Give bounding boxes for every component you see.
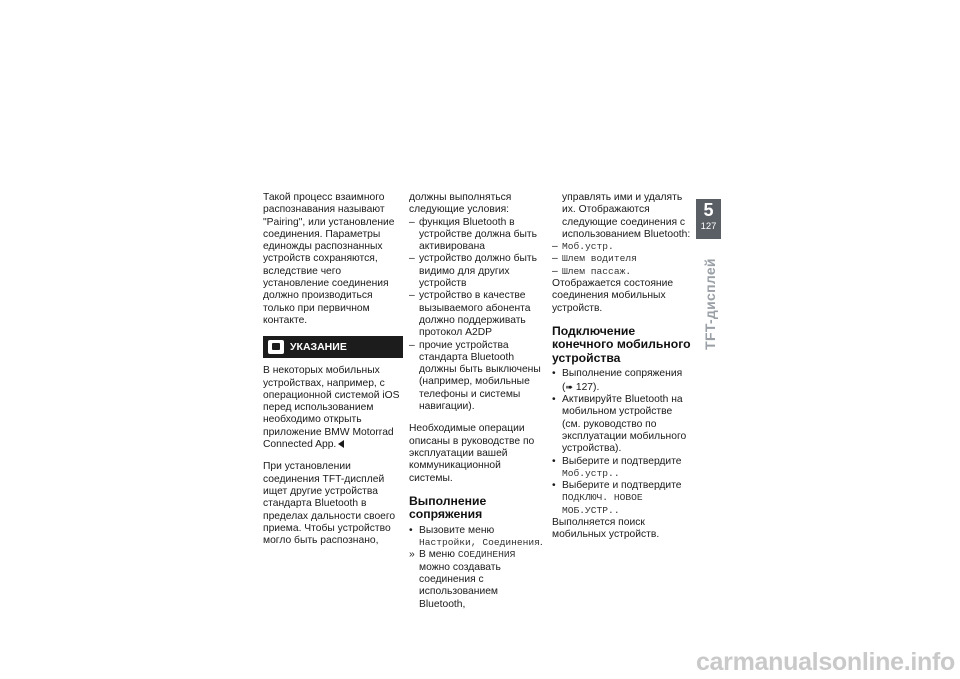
dash-marker: – bbox=[409, 339, 415, 351]
paragraph-status: Отображается состояние соединения мобильных устройств. bbox=[552, 278, 674, 314]
paragraph-search: При установлении соединения TFT-дисплей ищет другие устройства стандарта Bluetooth в пределах дальности своего приема. Чтобы устройство могло быть распознано, bbox=[263, 461, 396, 547]
bullet-marker: • bbox=[409, 524, 413, 536]
column-1 bbox=[263, 192, 403, 547]
list-item bbox=[409, 525, 546, 550]
list-item bbox=[409, 549, 546, 610]
step-text: Выполнение сопряжения ( bbox=[562, 368, 683, 393]
list-item bbox=[552, 480, 692, 517]
menu-path: Настройки, Соединения bbox=[419, 537, 540, 549]
list-item bbox=[409, 217, 546, 254]
list-item bbox=[552, 394, 692, 455]
list-item bbox=[409, 290, 546, 339]
menu-name: ПОДКЛЮЧ. НОВОЕ МОБ.УСТР. bbox=[562, 492, 643, 516]
chapter-number: 5 bbox=[703, 200, 714, 220]
conditions-list bbox=[409, 217, 546, 414]
step-text: можно создавать соединения с использованием Bluetooth, bbox=[419, 561, 501, 610]
paragraph-other-devices: Необходимые операции описаны в руководстве по эксплуатации вашей коммуникационной системы. bbox=[409, 423, 535, 484]
note-title: УКАЗАНИЕ bbox=[290, 341, 347, 354]
dash-marker: – bbox=[552, 253, 558, 265]
bullet-marker: • bbox=[552, 394, 556, 406]
page-reference: 127). bbox=[572, 381, 600, 393]
note-body: В некоторых мобильных устройствах, например, с операционной системой iOS перед использованием необходимо открыть приложение BMW Motorrad Connected App. bbox=[263, 365, 400, 451]
dash-marker: – bbox=[409, 216, 415, 228]
paragraph-conditions-intro: должны выполняться следующие условия: bbox=[409, 192, 512, 216]
pairing-steps bbox=[409, 525, 546, 611]
connection-name: Шлем пассаж. bbox=[562, 265, 632, 277]
bullet-marker: • bbox=[552, 368, 556, 380]
dash-marker: – bbox=[409, 253, 415, 265]
step-text: В меню bbox=[419, 549, 458, 561]
dash-marker: – bbox=[409, 290, 415, 302]
list-item-text: прочие устройства стандарта Bluetooth должны быть выключены (например, мобильные телефоны и системы навигации). bbox=[419, 339, 541, 413]
note-header bbox=[263, 336, 403, 358]
connections-list bbox=[552, 241, 692, 278]
list-item bbox=[552, 368, 692, 394]
page-reference-arrow-icon: ➠ bbox=[565, 381, 573, 392]
step-text: Активируйте Bluetooth на мобильном устройстве (см. руководство по эксплуатации мобильного устройства). bbox=[562, 394, 687, 455]
list-item-text: устройство в качестве вызываемого абонента должно поддерживать протокол A2DP bbox=[419, 290, 531, 339]
dash-marker: – bbox=[552, 265, 558, 277]
heading-pairing: Выполнение сопряжения bbox=[409, 493, 487, 522]
menu-name: Моб.устр. bbox=[562, 467, 614, 479]
list-item bbox=[552, 253, 692, 265]
bullet-marker: • bbox=[552, 480, 556, 492]
step-text: Выберите и подтвердите bbox=[562, 455, 682, 467]
list-item-text: функция Bluetooth в устройстве должна быть активирована bbox=[419, 216, 537, 253]
end-mark-icon bbox=[338, 440, 344, 448]
bullet-marker: • bbox=[552, 455, 556, 467]
menu-name: СОЕДИНЕНИЯ bbox=[457, 549, 516, 561]
connection-name: Моб.устр. bbox=[562, 241, 614, 253]
chapter-tab bbox=[696, 199, 721, 239]
note-icon bbox=[268, 340, 284, 354]
list-item bbox=[552, 241, 692, 253]
list-item-text: устройство должно быть видимо для других устройств bbox=[419, 253, 537, 290]
punctuation: . bbox=[539, 537, 543, 549]
result-marker: » bbox=[409, 549, 415, 561]
list-item bbox=[552, 456, 692, 481]
list-item bbox=[552, 266, 692, 278]
paragraph-searching: Выполняется поиск мобильных устройств. bbox=[552, 517, 660, 541]
punctuation: . bbox=[613, 504, 620, 516]
connect-steps bbox=[552, 368, 692, 517]
column-2 bbox=[409, 192, 546, 611]
connection-name: Шлем водителя bbox=[562, 253, 637, 265]
section-title: TFT-дисплей bbox=[702, 258, 718, 350]
step-text: Выберите и подтвердите bbox=[562, 480, 682, 492]
paragraph-pairing: Такой процесс взаимного распознавания называют "Pairing", или установление соединения. Параметры единожды распознанных устройств сохраняются, вследствие чего установление соединения должно производиться только при первичном контакте. bbox=[263, 192, 395, 326]
step-text: Вызовите меню bbox=[419, 524, 495, 536]
note-text bbox=[263, 365, 403, 451]
page-number: 127 bbox=[700, 221, 717, 232]
punctuation: . bbox=[613, 467, 620, 479]
column-3 bbox=[552, 192, 692, 542]
watermark: carmanualsonline.info bbox=[695, 648, 955, 676]
dash-marker: – bbox=[552, 241, 558, 253]
heading-connect-device: Подключение конечного мобильного устройства bbox=[552, 323, 691, 365]
paragraph-continuation: управлять ими и удалять их. Отображаются следующие соединения с использованием Bluetooth: bbox=[562, 192, 691, 240]
list-item bbox=[409, 340, 546, 414]
list-item bbox=[409, 253, 546, 290]
